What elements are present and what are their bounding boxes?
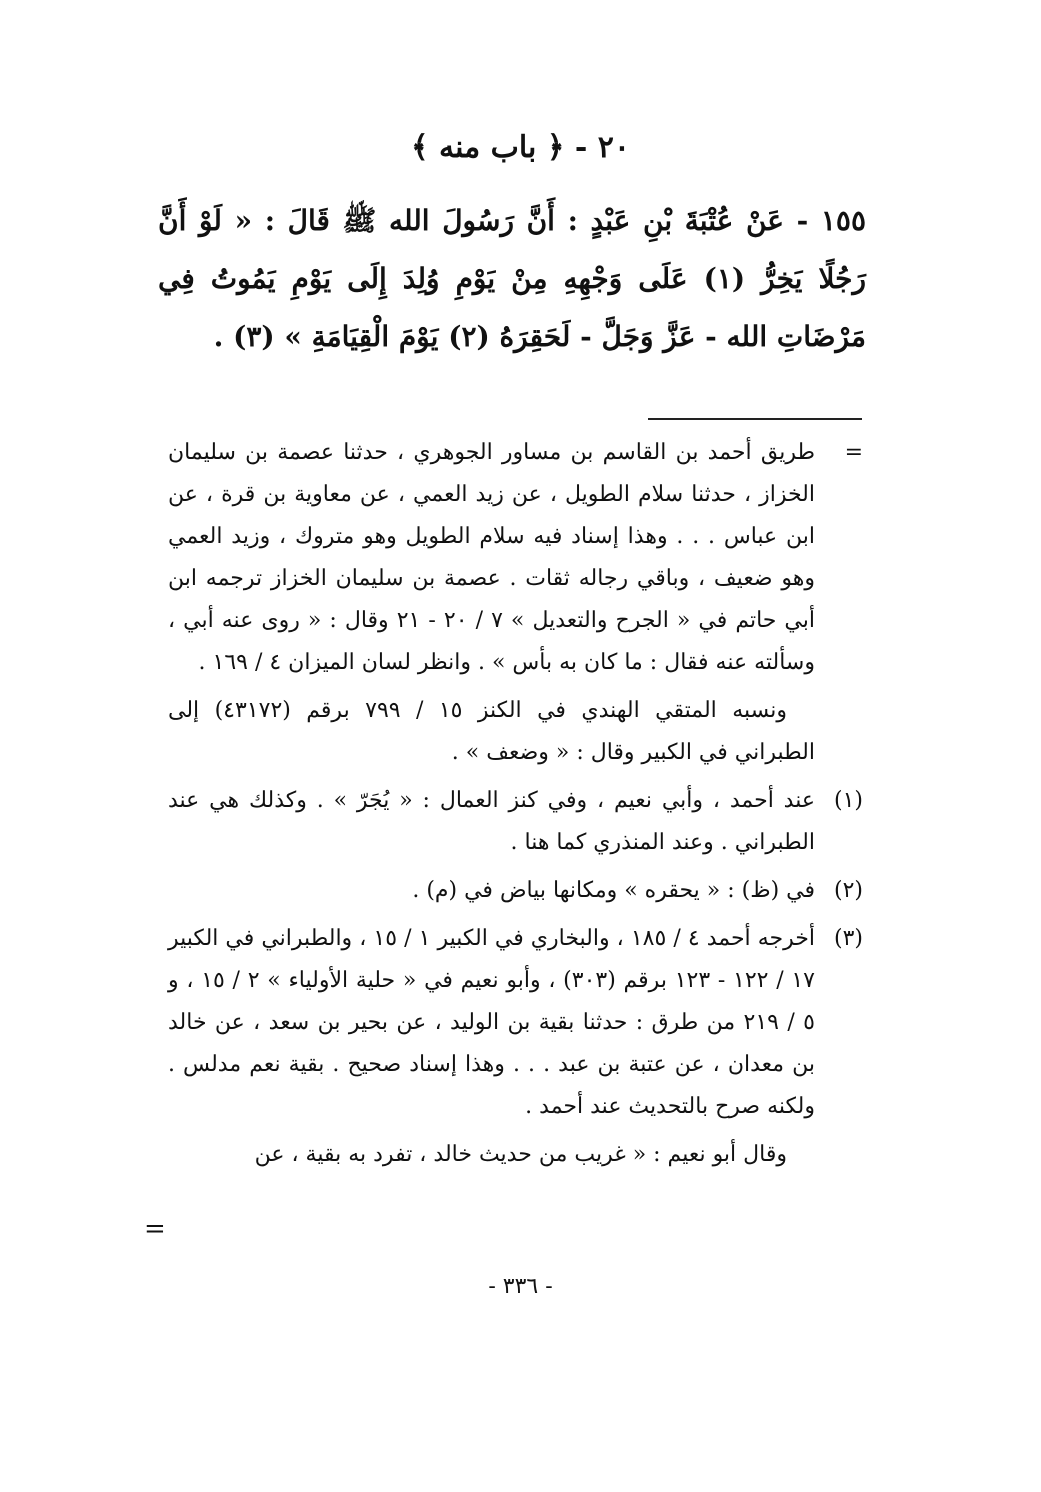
footnote-text: طريق أحمد بن القاسم بن مساور الجوهري ، حدثنا عصمة بن سليمان الخزاز ، حدثنا سلام الطويل ، عن زيد العمي ، عن معاوية بن قرة ، عن ابن عباس . . . وهذا إسناد فيه سلام الطويل وهو متروك ، وزيد العمي وهو ضعيف ، وباقي رجاله ثقات . عصمة بن سليمان الخزاز ترجمه ابن أبي حاتم في « الجرح والتعديل » ٧ / ٢٠ - ٢١ وقال : « روى عنه أبي ، وسألته عنه فقال : ما كان به بأس » . وانظر لسان الميزان ٤ / ١٦٩ . (168, 440, 816, 675)
footnote-mark: (٣) (833, 926, 863, 951)
footnote-mark (815, 1134, 863, 1176)
footnote-mark: (١) (833, 788, 863, 813)
footnote-2 (168, 870, 863, 912)
footnote-3 (168, 918, 863, 1128)
footnote-text: وقال أبو نعيم : « غريب من حديث خالد ، تفرد به بقية ، عن (254, 1142, 787, 1167)
hadith-text-block (158, 192, 866, 366)
hadith-text: ١٥٥ - عَنْ عُتْبَةَ بْنِ عَبْدٍ : أَنَّ رَسُولَ الله ﷺ قَالَ : « لَوْ أَنَّ رَجُلًا يَخِرُّ (١) عَلَى وَجْهِهِ مِنْ يَوْمِ وُلِدَ إِلَى يَوْمِ يَمُوتُ فِي مَرْضَاتِ الله - عَزَّ وَجَلَّ - لَحَقِرَهُ (٢) يَوْمَ الْقِيَامَةِ » (٣) . (158, 204, 866, 353)
footnote-mark (815, 690, 863, 774)
continuation-mark: = (144, 1214, 166, 1244)
chapter-title: ٢٠ - ﴿ باب منه ﴾ (410, 130, 630, 165)
footnote-paragraph (168, 690, 863, 774)
footnote-mark: = (844, 440, 863, 465)
footnote-continued (168, 432, 863, 684)
page-number: - ٣٣٦ - (488, 1274, 553, 1299)
footnote-mark: (٢) (833, 878, 863, 903)
footnotes (168, 432, 863, 1182)
footnote-text: ونسبه المتقي الهندي في الكنز ١٥ / ٧٩٩ برقم (٤٣١٧٢) إلى الطبراني في الكبير وقال : « وضعف » . (168, 698, 815, 765)
footnote-1 (168, 780, 863, 864)
footnote-text: عند أحمد ، وأبي نعيم ، وفي كنز العمال : « يُجَرّ » . وكذلك هي عند الطبراني . وعند المنذري كما هنا . (168, 788, 815, 855)
footnote-paragraph (168, 1134, 863, 1176)
footnote-text: في (ظ) : « يحقره » ومكانها بياض في (م) . (412, 878, 815, 903)
footnote-text: أخرجه أحمد ٤ / ١٨٥ ، والبخاري في الكبير ١ / ١٥ ، والطبراني في الكبير ١٧ / ١٢٢ - ١٢٣ برقم (٣٠٣) ، وأبو نعيم في « حلية الأولياء » ٢ / ١٥ ، و ٥ / ٢١٩ من طرق : حدثنا بقية بن الوليد ، عن بحير بن سعد ، عن خالد بن معدان ، عن عتبة بن عبد . . . وهذا إسناد صحيح . بقية نعم مدلس . ولكنه صرح بالتحديث عند أحمد . (168, 926, 815, 1119)
footnote-divider (648, 418, 862, 420)
